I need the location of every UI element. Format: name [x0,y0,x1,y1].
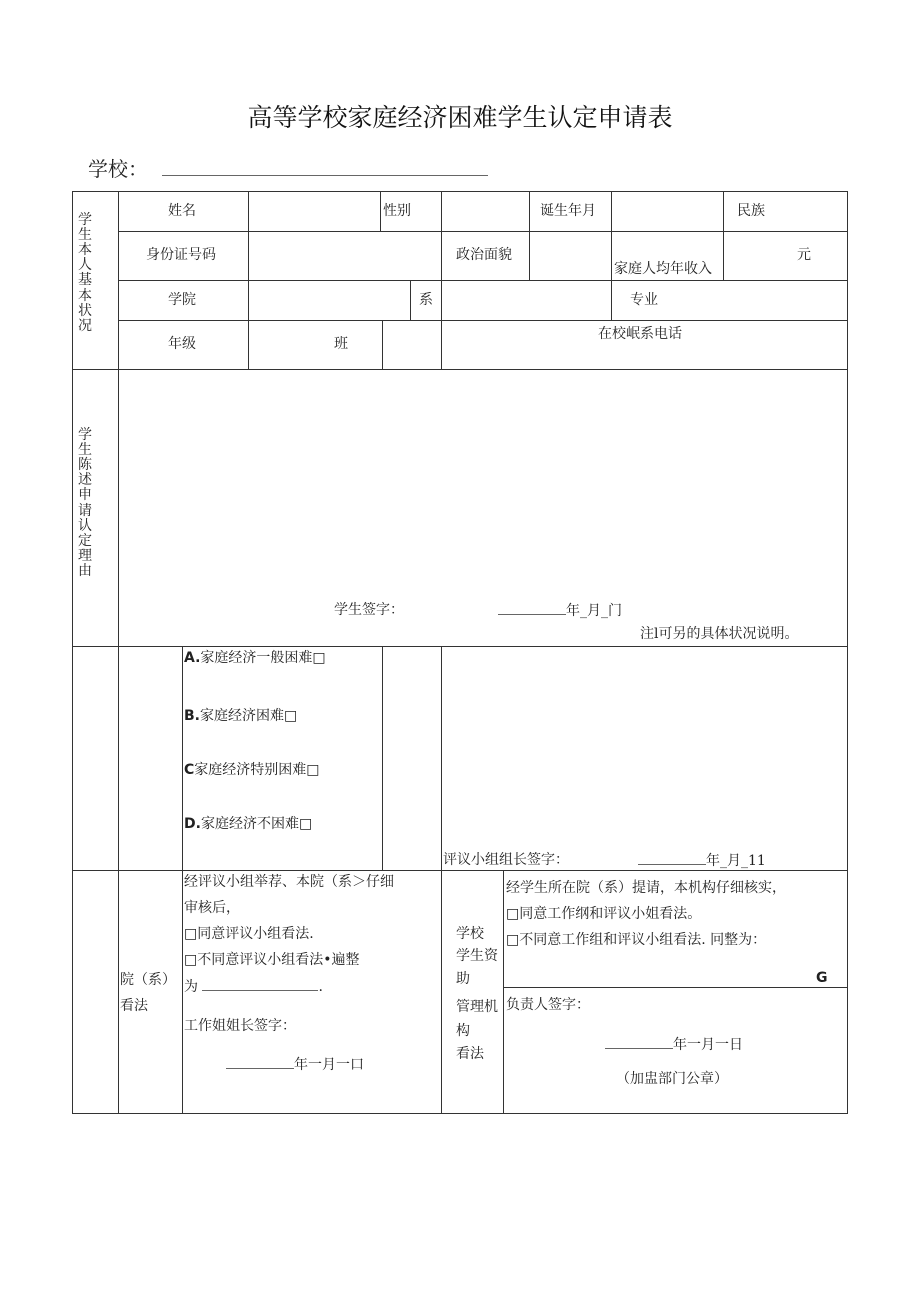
school-text-1: 经学生所在院（系）提请，本机构仔细核实， [506,880,786,896]
birth-field[interactable] [612,192,722,230]
college-field[interactable] [249,281,409,319]
grade-label: 年级 [168,336,196,352]
id-number-field[interactable] [249,232,440,279]
department-field[interactable] [442,281,610,319]
section-reason-label: 学生陈述申请认定理由 [78,427,92,579]
college-label: 学院 [168,292,196,308]
college-opinion-label-2: 看法 [120,998,148,1014]
college-text-1: 经评议小组举荐、本院（系＞仔细 [184,874,394,890]
family-income-label: 家庭人均年收入 [614,261,712,277]
id-number-label: 身份证号码 [146,247,216,263]
school-input-line[interactable] [162,175,488,176]
school-agree-option[interactable]: □同意工作纲和评议小姐看法。 [506,906,702,922]
school-label-line-4: 管理机 [456,999,498,1015]
school-label-line-2: 学生资 [456,948,498,964]
school-date: 年一月一日 [605,1036,743,1054]
class-label: 班 [334,336,348,352]
option-d[interactable]: D.家庭经济不困难□ [184,816,313,832]
name-field[interactable] [249,192,379,230]
responsible-signature-label: 负责人签字： [506,997,590,1013]
college-text-2: 审核后， [184,900,240,916]
birth-label: 诞生年月 [540,203,596,219]
major-label: 专业 [630,292,658,308]
college-signature-label: 工作姐姐长签字： [184,1018,296,1034]
school-label-line-3: 助 [456,971,470,987]
option-c[interactable]: C家庭经济特别困难□ [184,762,320,778]
student-signature-date: 年_月_门 [498,602,622,620]
gender-field[interactable] [442,192,528,230]
political-status-field[interactable] [530,232,610,279]
option-b[interactable]: B.家庭经济困难□ [184,708,298,724]
college-adjust-line[interactable]: 为 . [184,979,323,995]
official-stamp-label: （加盅部门公章） [616,1071,728,1087]
yuan-unit: 元 [797,247,811,263]
review-leader-date: 年_月_11 [638,852,766,870]
section-basic-info-label: 学生本人基本状况 [78,212,92,334]
page-title: 高等学校家庭经济困难学生认定申请表 [247,103,673,132]
college-date: 年一月一口 [226,1056,364,1074]
reason-text-area[interactable] [120,372,846,592]
contact-phone-label: 在校岷系电话 [598,326,682,342]
school-label-line-1: 学校 [456,926,484,942]
college-opinion-label-1: 院（系） [120,972,176,988]
note-text: 注l可另的具体状况说明。 [640,626,799,642]
option-a[interactable]: A.家庭经济一般困难□ [184,650,326,666]
school-label-line-6: 看法 [456,1046,484,1062]
school-label-line-5: 构 [456,1023,470,1039]
political-status-label: 政治面貌 [456,247,512,263]
student-signature-label: 学生签字： [334,602,404,618]
college-disagree-option[interactable]: □不同意评议小组看法•遍整 [184,952,360,968]
school-mark: G [816,970,828,986]
name-label: 姓名 [168,203,196,219]
school-disagree-option[interactable]: □不同意工作组和评议小组看法. 冋整为： [506,932,767,948]
department-label: 系 [419,292,433,308]
school-label: 学校： [88,157,148,181]
ethnicity-label: 民族 [737,203,765,219]
gender-label: 性别 [383,203,411,219]
college-agree-option[interactable]: □同意评议小组看法. [184,926,314,942]
review-leader-signature-label: 评议小组组长签字： [443,852,569,868]
